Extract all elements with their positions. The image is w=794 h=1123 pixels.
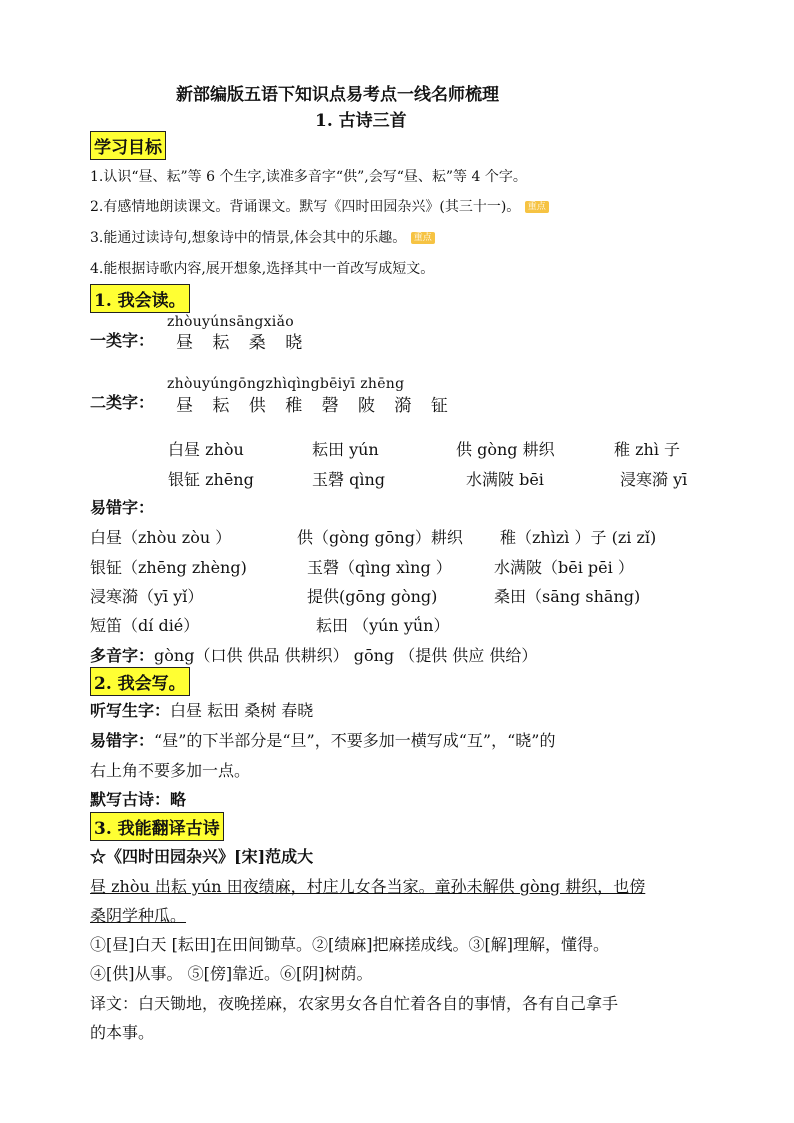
error-item: 银钲（zhēng zhèng) bbox=[90, 558, 247, 577]
goal-item-3-text: 3.能通过读诗句,想象诗中的情景,体会其中的乐趣。 bbox=[90, 230, 407, 246]
poem-line-2: 桑阴学种瓜。 bbox=[90, 906, 187, 925]
write-errors-label: 易错字： bbox=[90, 731, 155, 750]
goal-item-2-text: 2.有感情地朗读课文。背诵课文。默写《四时田园杂兴》(其三十一)。 bbox=[90, 199, 521, 215]
error-item: 供（gòng gōng）耕织 bbox=[297, 528, 463, 547]
error-item: 水满陂（bēi pēi ） bbox=[494, 558, 634, 577]
word-cell: 耘田 yún bbox=[312, 440, 379, 459]
class2-pinyin: zhòuyúngōngzhìqìngbēiyī zhēng bbox=[167, 376, 405, 392]
poem-title: ☆《四时田园杂兴》[宋]范成大 bbox=[90, 847, 314, 866]
key-point-badge: 重点 bbox=[525, 201, 549, 213]
recite-line bbox=[90, 787, 186, 810]
polyphone-text: gòng（口供 供品 供耕织） gōng （提供 供应 供给） bbox=[154, 646, 538, 665]
error-item: 提供(gōng gòng) bbox=[307, 587, 438, 606]
class1-pinyin: zhòuyúnsāngxiǎo bbox=[167, 314, 294, 330]
error-item: 耘田 （yún yǘn） bbox=[316, 616, 450, 635]
goal-item-3 bbox=[90, 227, 435, 247]
word-cell: 玉磬 qìng bbox=[312, 470, 385, 489]
error-item: 浸寒漪（yī yǐ） bbox=[90, 587, 204, 606]
lesson-title: 1. 古诗三首 bbox=[315, 111, 407, 131]
error-item: 稚（zhìzì ）子 (zi zǐ) bbox=[500, 528, 657, 547]
errors-label: 易错字： bbox=[90, 498, 155, 517]
translation-line-2: 的本事。 bbox=[90, 1023, 155, 1042]
word-cell: 白昼 zhòu bbox=[168, 440, 244, 459]
dictation-line bbox=[90, 698, 313, 721]
word-cell: 供 gòng 耕织 bbox=[456, 440, 555, 459]
write-errors-line-2: 右上角不要多加一点。 bbox=[90, 761, 251, 780]
goal-item-1: 1.认识“昼、耘”等 6 个生字,读准多音字“供”,会写“昼、耘”等 4 个字。 bbox=[90, 169, 527, 185]
word-cell: 水满陂 bēi bbox=[466, 470, 544, 489]
class2-chars: 昼 耘 供 稚 磬 陂 漪 钲 bbox=[176, 396, 455, 416]
error-item: 桑田（sāng shāng) bbox=[494, 587, 641, 606]
error-item: 玉磬（qìng xìng ） bbox=[307, 558, 452, 577]
class1-label: 一类字： bbox=[90, 331, 155, 350]
polyphone-line bbox=[90, 643, 537, 666]
error-item: 短笛（dí dié） bbox=[90, 616, 200, 635]
key-point-badge: 重点 bbox=[411, 232, 435, 244]
class1-chars: 昼 耘 桑 晓 bbox=[176, 333, 310, 353]
dictation-text: 白昼 耘田 桑树 春晓 bbox=[170, 701, 314, 720]
goal-item-4: 4.能根据诗歌内容,展开想象,选择其中一首改写成短文。 bbox=[90, 261, 435, 277]
word-cell: 浸寒漪 yī bbox=[620, 470, 688, 489]
section-heading-goals: 学习目标 bbox=[90, 131, 166, 160]
recite-text: 略 bbox=[170, 790, 187, 809]
translation-line-1: 译文：白天锄地，夜晚搓麻，农家男女各自忙着各自的事情，各有自己拿手 bbox=[90, 994, 619, 1013]
error-item: 白昼（zhòu zòu ） bbox=[90, 528, 232, 547]
notes-line-1: ①[昼]白天 [耘田]在田间锄草。②[绩麻]把麻搓成线。③[解]理解，懂得。 bbox=[90, 935, 610, 954]
notes-line-2: ④[供]从事。 ⑤[傍]靠近。⑥[阴]树荫。 bbox=[90, 964, 373, 983]
polyphone-label: 多音字： bbox=[90, 646, 155, 665]
write-errors-line-1 bbox=[90, 728, 555, 751]
class2-label: 二类字： bbox=[90, 393, 155, 412]
dictation-label: 听写生字： bbox=[90, 701, 171, 720]
word-cell: 稚 zhì 子 bbox=[614, 440, 681, 459]
goal-item-2 bbox=[90, 196, 549, 216]
poem-line-1: 昼 zhòu 出耘 yún 田夜绩麻，村庄儿女各当家。童孙未解供 gòng 耕织，也傍 bbox=[90, 877, 646, 896]
section-heading-read: 1. 我会读。 bbox=[90, 284, 190, 313]
word-cell: 银钲 zhēng bbox=[168, 470, 254, 489]
recite-label: 默写古诗： bbox=[90, 790, 171, 809]
write-errors-text: “昼”的下半部分是“旦”，不要多加一横写成“互”，“晓”的 bbox=[154, 731, 556, 750]
section-heading-translate: 3. 我能翻译古诗 bbox=[90, 812, 224, 841]
section-heading-write: 2. 我会写。 bbox=[90, 667, 190, 696]
document-title: 新部编版五语下知识点易考点一线名师梳理 bbox=[176, 85, 499, 105]
